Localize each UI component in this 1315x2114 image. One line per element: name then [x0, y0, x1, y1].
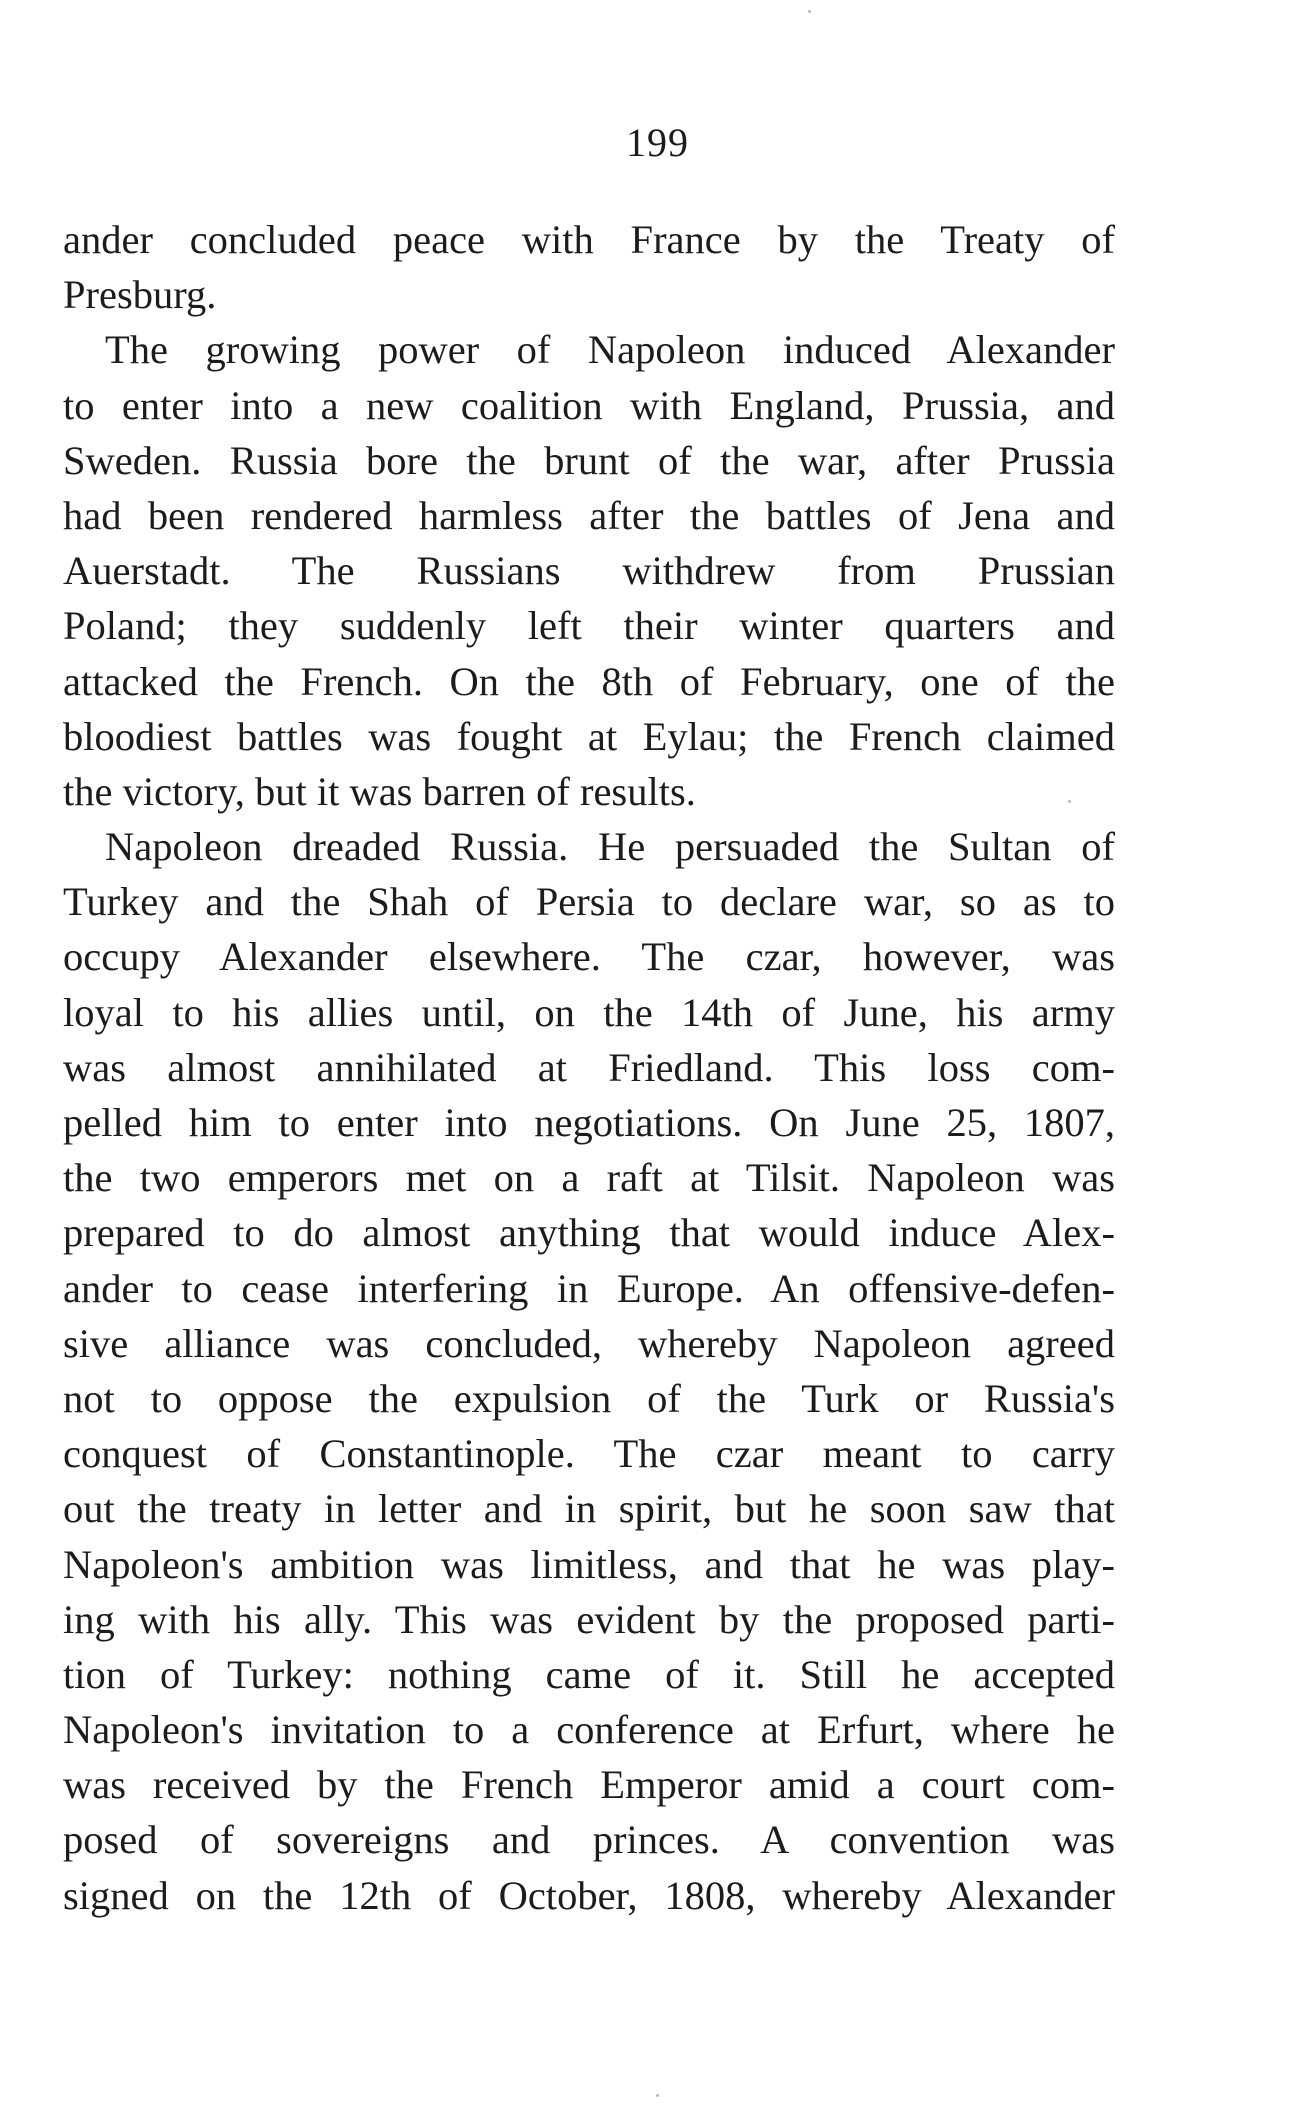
text-line: was received by the French Emperor amid a court com-	[63, 1762, 1115, 1808]
text-line: ander concluded peace with France by the Treaty of	[63, 217, 1115, 262]
text-line: Napoleon's ambition was limitless, and that he was play-	[63, 1541, 1115, 1587]
text-line: pelled him to enter into negotiations. On June 25, 1807,	[63, 1100, 1115, 1145]
text-line: Sweden. Russia bore the brunt of the war, after Prussia	[63, 437, 1115, 483]
paragraph-start-line: The growing power of Napoleon induced Alexander	[105, 327, 1115, 373]
text-line: was almost annihilated at Friedland. This loss com-	[63, 1044, 1115, 1090]
text-line: the two emperors met on a raft at Tilsit. Napoleon was	[63, 1155, 1115, 1201]
body-text	[63, 212, 1115, 1923]
paragraph-end-line: the victory, but it was barren of results.	[63, 768, 696, 814]
text-line: ander to cease interfering in Europe. An offensive-defen-	[63, 1265, 1115, 1311]
paper-speck	[808, 10, 811, 13]
text-line: attacked the French. On the 8th of February, one of the	[63, 658, 1115, 704]
paragraph-start-line: Napoleon dreaded Russia. He persuaded the Sultan of	[105, 824, 1115, 870]
text-line: conquest of Constantinople. The czar meant to carry	[63, 1431, 1115, 1477]
text-line: had been rendered harmless after the battles of Jena and	[63, 492, 1115, 538]
text-line: ing with his ally. This was evident by the proposed parti-	[63, 1596, 1115, 1642]
text-line: Auerstadt. The Russians withdrew from Prussian	[63, 548, 1115, 594]
text-line: Napoleon's invitation to a conference at Erfurt, where he	[63, 1707, 1115, 1753]
text-line: Poland; they suddenly left their winter quarters and	[63, 603, 1115, 649]
text-line: bloodiest battles was fought at Eylau; the French claimed	[63, 713, 1115, 759]
text-line: out the treaty in letter and in spirit, but he soon saw that	[63, 1486, 1115, 1532]
text-line: posed of sovereigns and princes. A convention was	[63, 1817, 1115, 1863]
paper-speck	[656, 2094, 659, 2097]
text-line: sive alliance was concluded, whereby Napoleon agreed	[63, 1320, 1115, 1366]
text-line: signed on the 12th of October, 1808, whereby Alexander	[63, 1872, 1115, 1918]
text-line: loyal to his allies until, on the 14th of June, his army	[63, 989, 1115, 1035]
page-number: 199	[626, 120, 689, 165]
text-line: not to oppose the expulsion of the Turk or Russia's	[63, 1375, 1115, 1421]
text-line: prepared to do almost anything that would induce Alex-	[63, 1210, 1115, 1256]
text-line: Turkey and the Shah of Persia to declare war, so as to	[63, 879, 1115, 925]
text-line: tion of Turkey: nothing came of it. Still he accepted	[63, 1651, 1115, 1697]
paper-speck	[1068, 800, 1071, 803]
text-line: to enter into a new coalition with England, Prussia, and	[63, 382, 1115, 428]
paragraph-end-line: Presburg.	[63, 272, 217, 318]
text-line: occupy Alexander elsewhere. The czar, however, was	[63, 934, 1115, 980]
